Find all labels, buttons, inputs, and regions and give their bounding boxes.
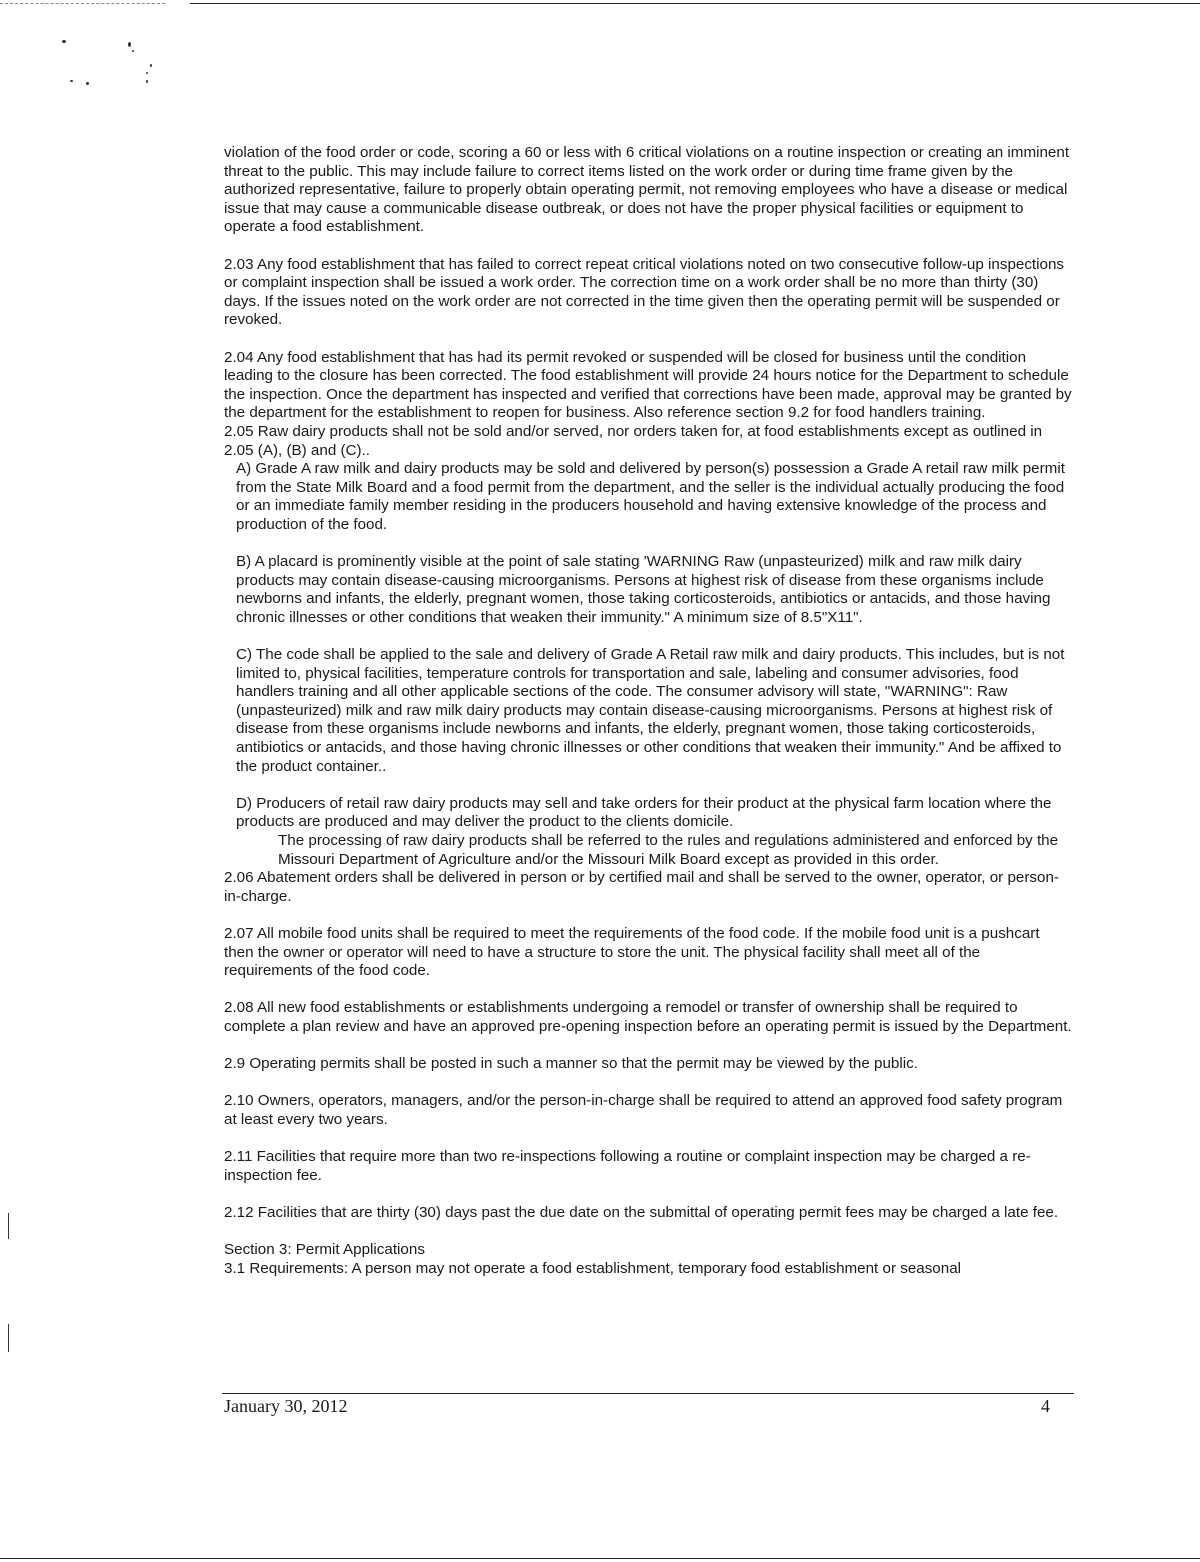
paragraph-2-07: 2.07 All mobile food units shall be required to meet the requirements of the food code. If the mobile food unit is a pushcart then the owner or operator will need to have a structure to store the unit. The physical facility shall meet all of the requirements of the food code. <box>224 924 1040 980</box>
paragraph-2-05-b: B) A placard is prominently visible at the point of sale stating 'WARNING Raw (unpasteurized) milk and raw milk dairy products may contain disease-causing microorganisms. Persons at highest risk of disease from these organisms include newborns and infants, the elderly, pregnant women, those taking corticosteroids, antibiotics or antacids, and those having chronic illnesses or other conditions that weaken their immunity." A minimum size of 8.5"X11". <box>236 553 1051 626</box>
scan-edge-top-left <box>0 3 165 5</box>
paragraph-2-05-c: C) The code shall be applied to the sale and delivery of Grade A Retail raw milk and dairy products. This includes, but is not limited to, physical facilities, temperature controls for transportation and sale, labeling and consumer advisories, food handlers training and all other applicable sections of the code. The consumer advisory will state, "WARNING": Raw (unpasteurized) milk and raw milk dairy products may contain disease-causing microorganisms. Persons at highest risk of disease from these organisms include newborns and infants, the elderly, pregnant women, those taking corticosteroids, antibiotics or antacids, and those having chronic illnesses or other conditions that weaken their immunity." And be affixed to the product container.. <box>236 646 1065 775</box>
scan-edge-bottom <box>0 1558 1200 1559</box>
scan-edge-top <box>190 3 1200 4</box>
paragraph-2-06: 2.06 Abatement orders shall be delivered in person or by certified mail and shall be served to the owner, operator, or person-in-charge. <box>224 869 1059 905</box>
document-body <box>224 144 1072 1278</box>
paragraph-2-05-d: D) Producers of retail raw dairy products may sell and take orders for their product at the physical farm location where the products are produced and may deliver the product to the clients domicile. <box>236 794 1052 831</box>
footer-rule <box>222 1393 1074 1394</box>
paragraph-continuation: violation of the food order or code, scoring a 60 or less with 6 critical violations on a routine inspection or creating an imminent threat to the public. This may include failure to correct items listed on the work order or during time frame given by the authorized representative, failure to properly obtain operating permit, not removing employees who have a disease or medical issue that may cause a communicable disease outbreak, or does not have the proper physical facilities or equipment to operate a food establishment. <box>224 144 1070 236</box>
footer-date: January 30, 2012 <box>224 1396 348 1416</box>
section-heading-3: Section 3: Permit Applications <box>224 1241 425 1259</box>
paragraph-2-11: 2.11 Facilities that require more than two re-inspections following a routine or complaint inspection may be charged a re-inspection fee. <box>224 1148 1031 1184</box>
scan-margin-mark <box>8 1213 9 1239</box>
paragraph-2-9: 2.9 Operating permits shall be posted in such a manner so that the permit may be viewed by the public. <box>224 1055 918 1073</box>
paragraph-raw-dairy-processing: The processing of raw dairy products shall be referred to the rules and regulations administered and enforced by the Missouri Department of Agriculture and/or the Missouri Milk Board except as provided in this order. <box>278 831 1059 868</box>
paragraph-2-10: 2.10 Owners, operators, managers, and/or the person-in-charge shall be required to attend an approved food safety program at least every two years. <box>224 1092 1063 1128</box>
paragraph-2-04: 2.04 Any food establishment that has had its permit revoked or suspended will be closed for business until the condition leading to the closure has been corrected. The food establishment will provide 24 hours notice for the Department to schedule the inspection. Once the department has inspected and verified that corrections have been made, approval may be granted by the department for the establishment to reopen for business. Also reference section 9.2 for food handlers training. <box>224 348 1072 422</box>
paragraph-2-05-a: A) Grade A raw milk and dairy products may be sold and delivered by person(s) possession a Grade A retail raw milk permit from the State Milk Board and a food permit from the department, and the seller is the individual actually producing the food or an immediate family member residing in the producers household and having extensive knowledge of the process and production of the food. <box>236 460 1065 533</box>
paragraph-2-05: 2.05 Raw dairy products shall not be sold and/or served, nor orders taken for, at food establishments except as outlined in 2.05 (A), (B) and (C).. <box>224 422 1043 459</box>
page-number: 4 <box>1041 1396 1050 1416</box>
paragraph-2-12: 2.12 Facilities that are thirty (30) days past the due date on the submittal of operating permit fees may be charged a late fee. <box>224 1203 1059 1221</box>
paragraph-3-1: 3.1 Requirements: A person may not operate a food establishment, temporary food establishment or seasonal <box>224 1259 962 1277</box>
paragraph-2-08: 2.08 All new food establishments or establishments undergoing a remodel or transfer of ownership shall be required to complete a plan review and have an approved pre-opening inspection before an operating permit is issued by the Department. <box>224 999 1072 1035</box>
scan-margin-mark <box>8 1324 9 1352</box>
paragraph-2-03: 2.03 Any food establishment that has failed to correct repeat critical violations noted on two consecutive follow-up inspections or complaint inspection shall be issued a work order. The correction time on a work order shall be no more than thirty (30) days. If the issues noted on the work order are not corrected in the time given then the operating permit will be suspended or revoked. <box>224 255 1065 329</box>
